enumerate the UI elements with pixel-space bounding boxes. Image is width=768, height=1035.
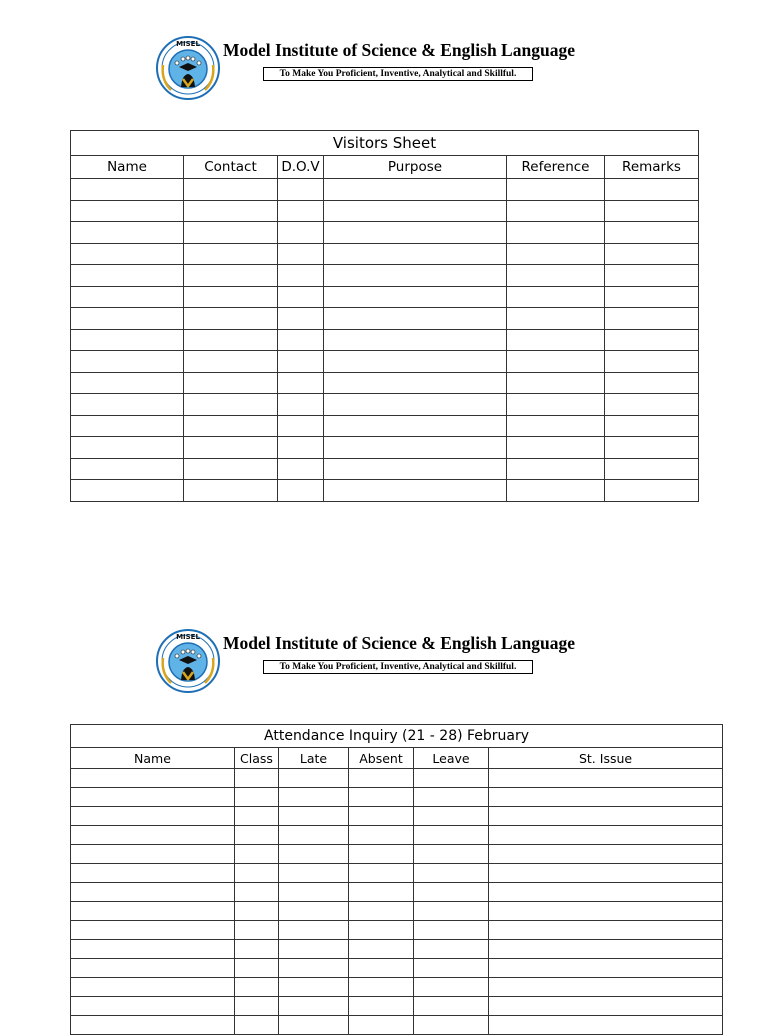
table-cell[interactable]	[489, 902, 723, 921]
table-row	[71, 959, 723, 978]
table-cell[interactable]	[324, 200, 507, 222]
table-cell[interactable]	[184, 329, 278, 351]
logo-text: MISEL	[176, 633, 200, 641]
table-cell[interactable]	[278, 286, 324, 308]
table-cell[interactable]	[324, 480, 507, 502]
table-row	[71, 372, 699, 394]
table-cell[interactable]	[278, 222, 324, 244]
table-cell[interactable]	[605, 222, 699, 244]
table-cell[interactable]	[605, 394, 699, 416]
misel-logo-icon	[155, 628, 221, 694]
table-cell[interactable]	[489, 788, 723, 807]
table-cell[interactable]	[235, 978, 279, 997]
table-cell[interactable]	[71, 394, 184, 416]
table-cell[interactable]	[278, 308, 324, 330]
table-cell[interactable]	[605, 415, 699, 437]
table-cell[interactable]	[605, 286, 699, 308]
table-row	[71, 997, 723, 1016]
institute-name: Model Institute of Science & English Language	[223, 633, 575, 653]
table-cell[interactable]	[605, 458, 699, 480]
table-row	[71, 788, 723, 807]
table-cell[interactable]	[71, 788, 235, 807]
table-cell[interactable]	[184, 308, 278, 330]
table-cell[interactable]	[235, 864, 279, 883]
table-cell[interactable]	[71, 902, 235, 921]
table-cell[interactable]	[235, 997, 279, 1016]
table-cell[interactable]	[349, 864, 414, 883]
table-cell[interactable]	[71, 329, 184, 351]
table-cell[interactable]	[414, 864, 489, 883]
table-row	[71, 415, 699, 437]
table-cell[interactable]	[184, 286, 278, 308]
table-cell[interactable]	[414, 883, 489, 902]
table-cell[interactable]	[414, 826, 489, 845]
table-cell[interactable]	[507, 200, 605, 222]
table-row	[71, 394, 699, 416]
table-cell[interactable]	[278, 394, 324, 416]
table-cell[interactable]	[235, 940, 279, 959]
table-cell[interactable]	[414, 978, 489, 997]
table-cell[interactable]	[324, 394, 507, 416]
table-cell[interactable]	[278, 415, 324, 437]
table-cell[interactable]	[71, 286, 184, 308]
table-cell[interactable]	[71, 959, 235, 978]
table-cell[interactable]	[279, 1016, 349, 1035]
table-cell[interactable]	[349, 997, 414, 1016]
table-cell[interactable]	[349, 921, 414, 940]
table-cell[interactable]	[235, 883, 279, 902]
table-cell[interactable]	[489, 845, 723, 864]
visitors-sheet-table	[70, 130, 699, 502]
table-row	[71, 265, 699, 287]
table-cell[interactable]	[71, 845, 235, 864]
table-cell[interactable]	[278, 458, 324, 480]
table-cell[interactable]	[278, 265, 324, 287]
table-cell[interactable]	[349, 826, 414, 845]
table-cell[interactable]	[414, 788, 489, 807]
table-cell[interactable]	[279, 997, 349, 1016]
table-cell[interactable]	[71, 769, 235, 788]
table-row	[71, 978, 723, 997]
table-row	[71, 480, 699, 502]
table-cell[interactable]	[71, 480, 184, 502]
table-cell[interactable]	[349, 845, 414, 864]
table-cell[interactable]	[184, 243, 278, 265]
table-cell[interactable]	[605, 480, 699, 502]
table-cell[interactable]	[349, 959, 414, 978]
table-cell[interactable]	[235, 769, 279, 788]
column-header-purpose: Purpose	[324, 156, 507, 179]
table-cell[interactable]	[349, 978, 414, 997]
table-cell[interactable]	[71, 864, 235, 883]
table-cell[interactable]	[507, 179, 605, 201]
table-cell[interactable]	[489, 826, 723, 845]
table-cell[interactable]	[324, 437, 507, 459]
table-cell[interactable]	[489, 997, 723, 1016]
table-cell[interactable]	[489, 1016, 723, 1035]
column-header-class: Class	[235, 748, 279, 769]
table-row	[71, 921, 723, 940]
table-cell[interactable]	[489, 807, 723, 826]
table-cell[interactable]	[414, 997, 489, 1016]
table-cell[interactable]	[507, 351, 605, 373]
table-cell[interactable]	[184, 372, 278, 394]
table-cell[interactable]	[324, 265, 507, 287]
institute-tagline: To Make You Proficient, Inventive, Analytical and Skillful.	[263, 660, 533, 674]
table-row	[71, 807, 723, 826]
table-cell[interactable]	[279, 959, 349, 978]
column-header-st-issue: St. Issue	[489, 748, 723, 769]
column-header-leave: Leave	[414, 748, 489, 769]
table-row	[71, 458, 699, 480]
table-cell[interactable]	[324, 179, 507, 201]
table-cell[interactable]	[605, 200, 699, 222]
logo-text: MISEL	[176, 40, 200, 48]
table-cell[interactable]	[235, 807, 279, 826]
table-cell[interactable]	[349, 807, 414, 826]
table-cell[interactable]	[279, 845, 349, 864]
table-cell[interactable]	[279, 883, 349, 902]
visitors-sheet-body	[71, 179, 699, 502]
table-cell[interactable]	[278, 437, 324, 459]
table-row	[71, 864, 723, 883]
table-row	[71, 179, 699, 201]
table-cell[interactable]	[235, 826, 279, 845]
table-cell[interactable]	[605, 179, 699, 201]
table-cell[interactable]	[349, 1016, 414, 1035]
institute-header	[155, 628, 595, 703]
table-cell[interactable]	[71, 200, 184, 222]
table-cell[interactable]	[605, 437, 699, 459]
table-cell[interactable]	[184, 351, 278, 373]
table-row	[71, 1016, 723, 1035]
institute-name: Model Institute of Science & English Language	[223, 40, 575, 60]
table-cell[interactable]	[324, 286, 507, 308]
table-cell[interactable]	[349, 883, 414, 902]
institute-tagline: To Make You Proficient, Inventive, Analytical and Skillful.	[263, 67, 533, 81]
table-cell[interactable]	[489, 940, 723, 959]
table-cell[interactable]	[235, 959, 279, 978]
table-cell[interactable]	[279, 769, 349, 788]
column-header-absent: Absent	[349, 748, 414, 769]
attendance-inquiry-body	[71, 769, 723, 1035]
table-cell[interactable]	[71, 807, 235, 826]
column-header-name: Name	[71, 748, 235, 769]
table-cell[interactable]	[507, 415, 605, 437]
table-cell[interactable]	[278, 243, 324, 265]
table-row	[71, 243, 699, 265]
table-cell[interactable]	[414, 959, 489, 978]
table-cell[interactable]	[184, 480, 278, 502]
table-cell[interactable]	[324, 243, 507, 265]
table-cell[interactable]	[71, 883, 235, 902]
table-cell[interactable]	[71, 826, 235, 845]
table-cell[interactable]	[235, 845, 279, 864]
table-cell[interactable]	[414, 940, 489, 959]
table-cell[interactable]	[507, 222, 605, 244]
table-cell[interactable]	[184, 437, 278, 459]
table-cell[interactable]	[71, 437, 184, 459]
column-header-late: Late	[279, 748, 349, 769]
table-cell[interactable]	[279, 807, 349, 826]
table-cell[interactable]	[279, 864, 349, 883]
table-cell[interactable]	[324, 415, 507, 437]
table-cell[interactable]	[349, 769, 414, 788]
table-cell[interactable]	[507, 286, 605, 308]
table-row	[71, 286, 699, 308]
column-header-remarks: Remarks	[605, 156, 699, 179]
table-row	[71, 329, 699, 351]
table-cell[interactable]	[71, 415, 184, 437]
table-cell[interactable]	[507, 480, 605, 502]
table-cell[interactable]	[71, 179, 184, 201]
table-cell[interactable]	[324, 372, 507, 394]
table-cell[interactable]	[278, 351, 324, 373]
table-row	[71, 200, 699, 222]
table-cell[interactable]	[279, 921, 349, 940]
table-cell[interactable]	[489, 959, 723, 978]
table-cell[interactable]	[507, 329, 605, 351]
table-cell[interactable]	[349, 902, 414, 921]
table-row	[71, 769, 723, 788]
column-header-reference: Reference	[507, 156, 605, 179]
table-cell[interactable]	[71, 921, 235, 940]
table-cell[interactable]	[184, 394, 278, 416]
table-cell[interactable]	[279, 940, 349, 959]
table-cell[interactable]	[489, 921, 723, 940]
table-cell[interactable]	[507, 437, 605, 459]
table-cell[interactable]	[71, 351, 184, 373]
attendance-inquiry-title: Attendance Inquiry (21 - 28) February	[71, 725, 723, 748]
table-cell[interactable]	[184, 222, 278, 244]
institute-header	[155, 35, 595, 110]
table-cell[interactable]	[414, 921, 489, 940]
table-cell[interactable]	[235, 788, 279, 807]
table-cell[interactable]	[184, 415, 278, 437]
column-header-dov: D.O.V	[278, 156, 324, 179]
table-cell[interactable]	[71, 940, 235, 959]
table-cell[interactable]	[184, 179, 278, 201]
table-cell[interactable]	[279, 826, 349, 845]
table-cell[interactable]	[324, 308, 507, 330]
table-cell[interactable]	[184, 458, 278, 480]
table-cell[interactable]	[235, 921, 279, 940]
table-cell[interactable]	[414, 807, 489, 826]
table-cell[interactable]	[279, 978, 349, 997]
visitors-sheet-title: Visitors Sheet	[71, 131, 699, 156]
table-cell[interactable]	[324, 351, 507, 373]
table-cell[interactable]	[605, 308, 699, 330]
table-cell[interactable]	[279, 902, 349, 921]
table-row	[71, 222, 699, 244]
table-row	[71, 940, 723, 959]
table-cell[interactable]	[414, 1016, 489, 1035]
table-row	[71, 845, 723, 864]
table-cell[interactable]	[507, 265, 605, 287]
table-cell[interactable]	[414, 845, 489, 864]
table-cell[interactable]	[278, 480, 324, 502]
table-cell[interactable]	[235, 902, 279, 921]
table-cell[interactable]	[71, 265, 184, 287]
table-cell[interactable]	[278, 329, 324, 351]
table-cell[interactable]	[605, 329, 699, 351]
table-cell[interactable]	[605, 351, 699, 373]
table-cell[interactable]	[605, 243, 699, 265]
attendance-inquiry-table	[70, 724, 723, 1035]
table-cell[interactable]	[71, 372, 184, 394]
table-cell[interactable]	[278, 372, 324, 394]
table-cell[interactable]	[605, 265, 699, 287]
table-cell[interactable]	[235, 1016, 279, 1035]
column-header-contact: Contact	[184, 156, 278, 179]
table-row	[71, 883, 723, 902]
table-cell[interactable]	[489, 883, 723, 902]
table-cell[interactable]	[184, 200, 278, 222]
table-cell[interactable]	[71, 1016, 235, 1035]
table-row	[71, 351, 699, 373]
table-cell[interactable]	[507, 243, 605, 265]
table-cell[interactable]	[278, 200, 324, 222]
table-cell[interactable]	[71, 978, 235, 997]
table-cell[interactable]	[71, 997, 235, 1016]
table-cell[interactable]	[324, 329, 507, 351]
table-cell[interactable]	[71, 308, 184, 330]
table-cell[interactable]	[278, 179, 324, 201]
table-cell[interactable]	[71, 458, 184, 480]
table-cell[interactable]	[605, 372, 699, 394]
table-row	[71, 826, 723, 845]
table-row	[71, 902, 723, 921]
table-cell[interactable]	[507, 308, 605, 330]
table-cell[interactable]	[324, 458, 507, 480]
table-cell[interactable]	[489, 769, 723, 788]
table-row	[71, 437, 699, 459]
table-cell[interactable]	[489, 978, 723, 997]
table-cell[interactable]	[489, 864, 723, 883]
table-cell[interactable]	[414, 769, 489, 788]
table-cell[interactable]	[507, 458, 605, 480]
column-header-name: Name	[71, 156, 184, 179]
table-cell[interactable]	[184, 265, 278, 287]
table-cell[interactable]	[71, 243, 184, 265]
table-cell[interactable]	[71, 222, 184, 244]
table-cell[interactable]	[507, 394, 605, 416]
table-cell[interactable]	[279, 788, 349, 807]
misel-logo-icon	[155, 35, 221, 101]
table-cell[interactable]	[507, 372, 605, 394]
table-cell[interactable]	[349, 788, 414, 807]
table-cell[interactable]	[349, 940, 414, 959]
table-cell[interactable]	[324, 222, 507, 244]
table-row	[71, 308, 699, 330]
table-cell[interactable]	[414, 902, 489, 921]
